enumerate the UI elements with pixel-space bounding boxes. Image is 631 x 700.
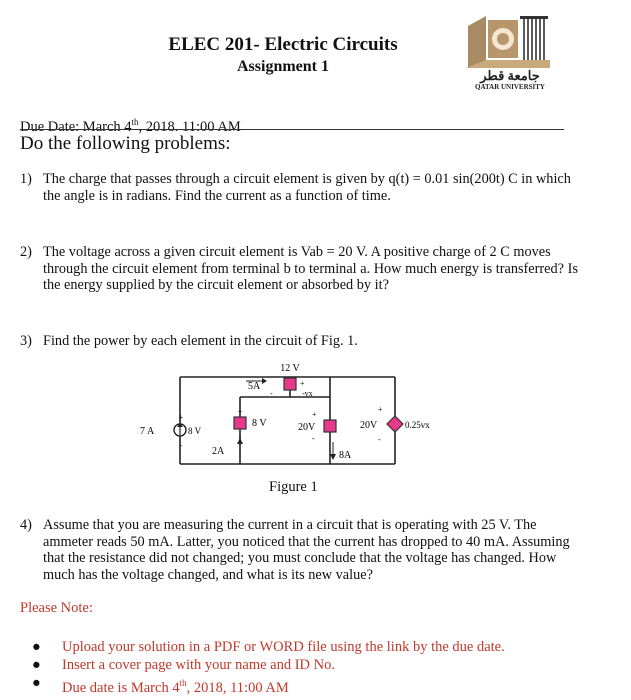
problem-text: Assume that you are measuring the current in a circuit that is operating with 25 V. The ammeter reads 50 mA. Latter, you noticed that the current has dropped to 40 mA. Assuming that the resistance did not changed; you must conclude that the voltage has changed. How much has the voltage changed, and what is its new value? bbox=[43, 517, 570, 583]
label-mid-8v: 8 V bbox=[252, 418, 267, 429]
svg-text:-: - bbox=[238, 433, 242, 442]
svg-text:+: + bbox=[378, 405, 383, 414]
note-title: Please Note: bbox=[20, 600, 93, 616]
problem-3: 3) Find the power by each element in the circuit of Fig. 1. bbox=[20, 333, 580, 350]
divider bbox=[20, 129, 564, 130]
svg-text:+: + bbox=[300, 379, 305, 388]
label-vx: -vx bbox=[302, 389, 313, 398]
element-12v bbox=[284, 378, 296, 390]
section-heading: Do the following problems: bbox=[20, 133, 231, 154]
svg-text:+: + bbox=[312, 410, 317, 419]
svg-text:-: - bbox=[270, 389, 273, 398]
svg-text:-: - bbox=[179, 441, 183, 450]
problem-text: The voltage across a given circuit element is Vab = 20 V. A positive charge of 2 C moves through the circuit element from terminal b to terminal a. How much energy is transferred? Is the energy supplied by the circuit element or absorbed by it? bbox=[43, 244, 578, 293]
figure-caption: Figure 1 bbox=[269, 479, 318, 495]
dependent-source bbox=[387, 416, 403, 432]
svg-text:+: + bbox=[178, 413, 184, 422]
label-20v: 20V bbox=[298, 422, 316, 433]
list-item: ● Upload your solution in a PDF or WORD file using the link by the due date. bbox=[32, 639, 505, 655]
circuit-figure bbox=[140, 362, 440, 472]
problem-4: 4) Assume that you are measuring the current in a circuit that is operating with 25 V. The ammeter reads 50 mA. Latter, you noticed that the current has dropped to 40 mA. Assuming that the resistance did not changed; you must conclude that the voltage has changed. How much has the voltage changed, and what is its new value? bbox=[20, 517, 580, 583]
list-item: ● Due date is March 4th, 2018, 11:00 AM bbox=[32, 675, 289, 696]
due-date: Due Date: March 4th, 2018. 11:00 AM bbox=[20, 117, 241, 135]
logo-arabic: جامعة قطر bbox=[480, 68, 540, 83]
label-2a: 2A bbox=[212, 446, 225, 457]
list-item: ● Insert a cover page with your name and ID No. bbox=[32, 657, 335, 673]
assignment-title: Assignment 1 bbox=[236, 58, 329, 75]
label-12v: 12 V bbox=[280, 363, 300, 374]
label-dep-20v: 20V bbox=[360, 420, 378, 431]
university-logo bbox=[462, 10, 562, 90]
course-title: ELEC 201- Electric Circuits bbox=[168, 34, 398, 55]
label-8a: 8A bbox=[339, 450, 352, 461]
problem-text: Find the power by each element in the circuit of Fig. 1. bbox=[43, 333, 358, 349]
label-7a: 7 A bbox=[140, 426, 155, 437]
problem-1: 1) The charge that passes through a circuit element is given by q(t) = 0.01 sin(200t) C in which the angle is in radians. Find the current as a function of time. bbox=[20, 171, 580, 204]
svg-text:+: + bbox=[237, 407, 243, 416]
problem-text: The charge that passes through a circuit element is given by q(t) = 0.01 sin(200t) C in which the angle is in radians. Find the current as a function of time. bbox=[43, 171, 571, 204]
svg-text:-: - bbox=[378, 435, 381, 444]
label-dep-gain: 0.25vx bbox=[405, 420, 430, 430]
problem-2: 2) The voltage across a given circuit element is Vab = 20 V. A positive charge of 2 C moves through the circuit element from terminal b to terminal a. How much energy is transferred? Is the energy supplied by the circuit element or absorbed by it? bbox=[20, 244, 580, 294]
logo-emblem bbox=[462, 10, 562, 90]
note-list bbox=[32, 638, 505, 697]
element-20v bbox=[324, 420, 336, 432]
label-left-8v: 8 V bbox=[188, 426, 202, 436]
svg-text:-: - bbox=[312, 434, 315, 443]
logo-english: QATAR UNIVERSITY bbox=[475, 83, 545, 90]
element-8v bbox=[234, 417, 246, 429]
label-5a: 5A bbox=[248, 381, 261, 392]
